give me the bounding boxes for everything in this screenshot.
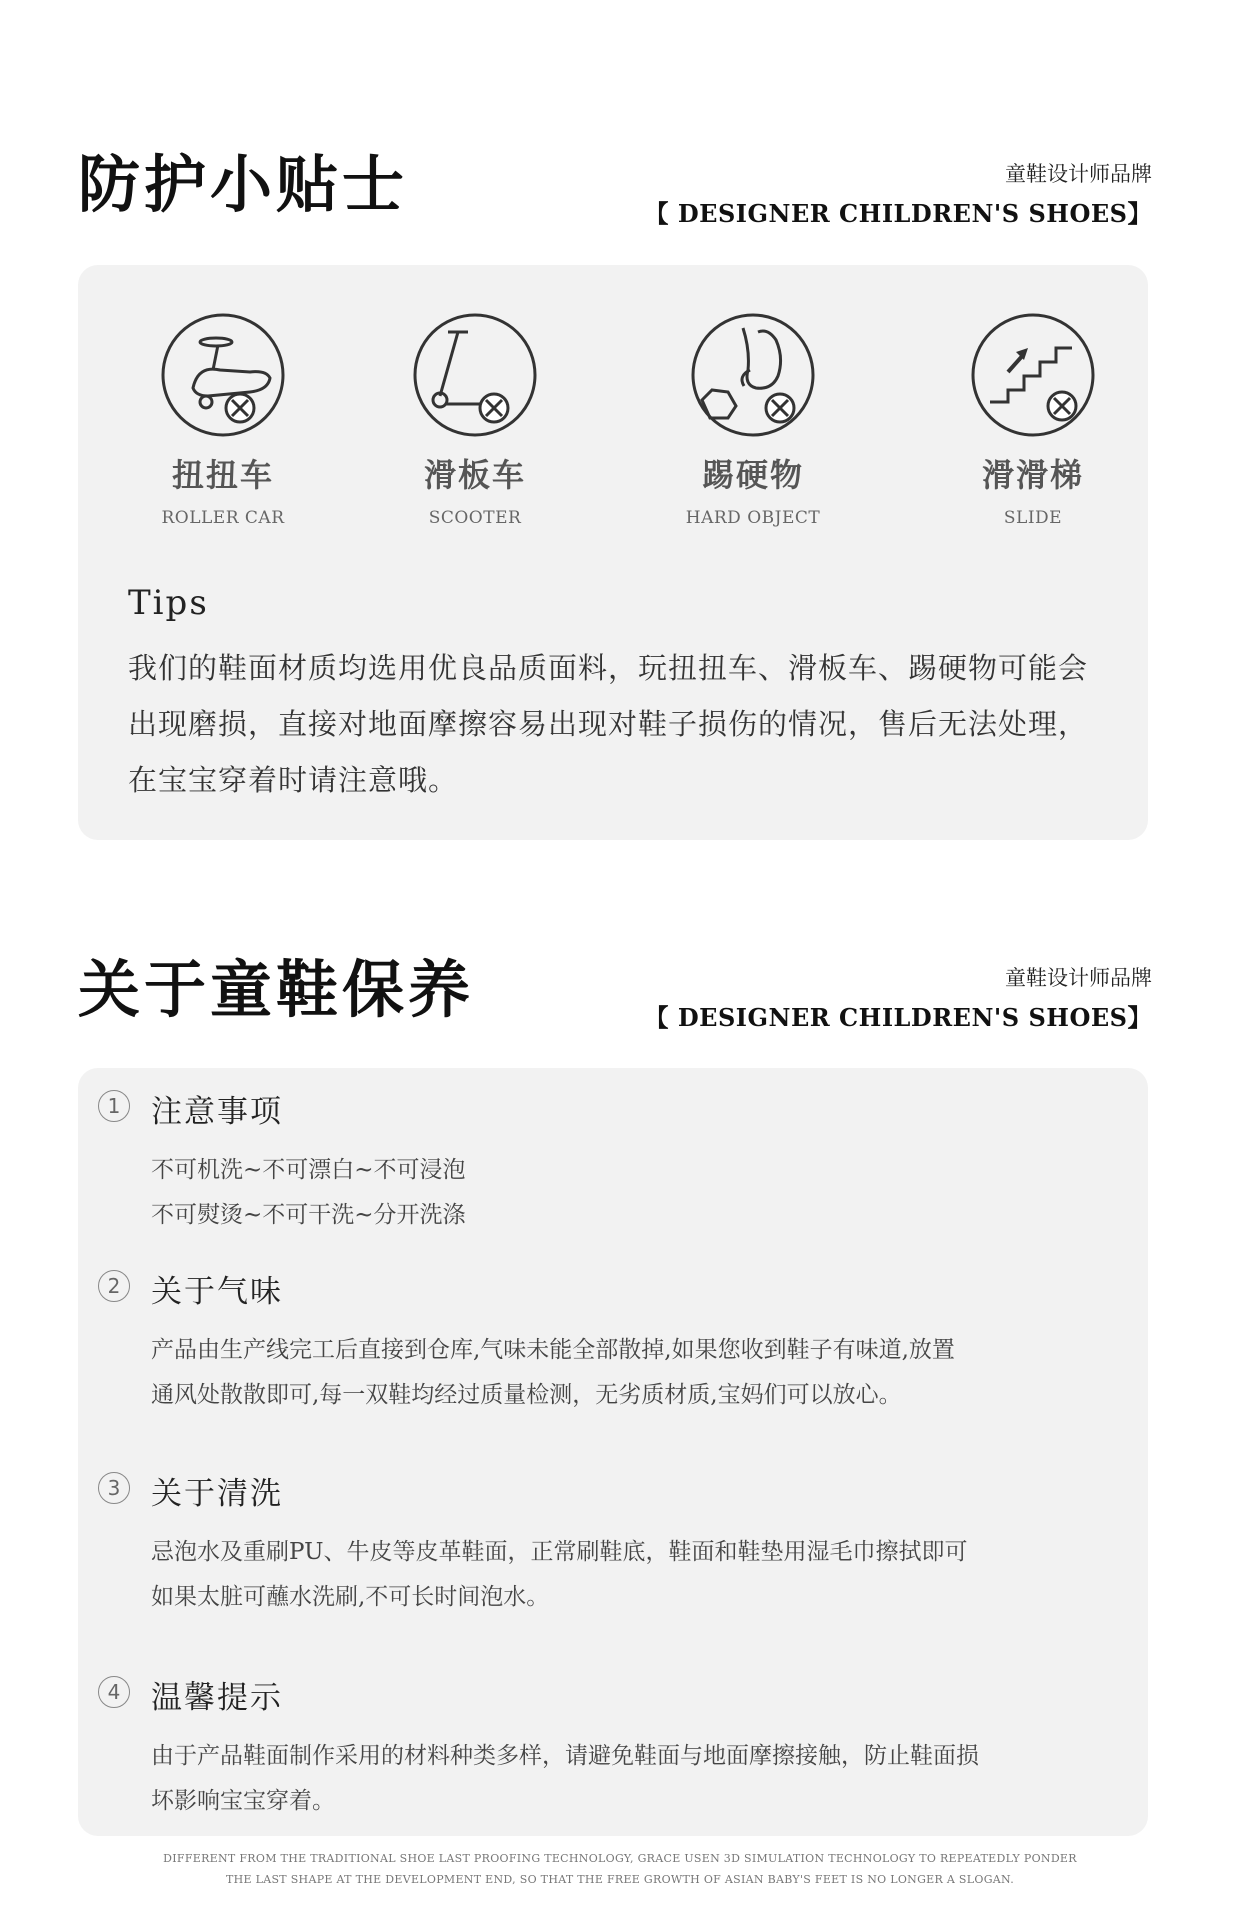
care-number: 1 (98, 1090, 130, 1122)
care-line: 通风处散散即可,每一双鞋均经过质量检测，无劣质材质,宝妈们可以放心。 (151, 1382, 902, 1408)
care-line: 产品由生产线完工后直接到仓库,气味未能全部散掉,如果您收到鞋子有味道,放置 (151, 1337, 955, 1363)
icon-label-en: SLIDE (1003, 508, 1063, 528)
scooter-icon (410, 310, 540, 440)
care-number: 3 (98, 1472, 130, 1504)
icon-item-roller-car (103, 310, 343, 528)
care-line: 不可熨烫~不可干洗~分开洗涤 (151, 1202, 466, 1228)
care-line: 忌泡水及重刷PU、牛皮等皮革鞋面，正常刷鞋底，鞋面和鞋垫用湿毛巾擦拭即可 (151, 1539, 968, 1565)
icon-label-cn: 扭扭车 (171, 456, 274, 494)
care-text (151, 1530, 1111, 1620)
tips-text: 我们的鞋面材质均选用优良品质面料，玩扭扭车、滑板车、踢硬物可能会出现磨损，直接对地面摩擦容易出现对鞋子损伤的情况，售后无法处理，在宝宝穿着时请注意哦。 (128, 651, 1089, 797)
care-line: 如果太脏可蘸水洗刷,不可长时间泡水。 (151, 1584, 550, 1610)
icon-label-en: ROLLER CAR (161, 508, 285, 528)
roller-car-icon (158, 310, 288, 440)
brand-en: 【 DESIGNER CHILDREN'S SHOES】 (644, 199, 1152, 228)
icon-item-hard-object (633, 310, 873, 528)
hard-object-icon (688, 310, 818, 440)
icon-item-slide (913, 310, 1153, 528)
brand-tag (645, 962, 1153, 1033)
icon-label-en: SCOOTER (428, 508, 522, 528)
care-text (151, 1148, 1111, 1238)
care-title: 温馨提示 (151, 1680, 283, 1716)
icon-label-cn: 滑滑梯 (981, 456, 1084, 494)
icon-label-cn: 滑板车 (423, 456, 526, 494)
care-line: 坏影响宝宝穿着。 (151, 1788, 335, 1814)
brand-cn: 童鞋设计师品牌 (1005, 162, 1152, 186)
icon-label-cn: 踢硬物 (701, 456, 804, 494)
icon-item-scooter (355, 310, 595, 528)
care-text (151, 1328, 1111, 1418)
footer-line: DIFFERENT FROM THE TRADITIONAL SHOE LAST PROOFING TECHNOLOGY, GRACE USEN 3D SIMULATION TECHNOLOGY TO REPEATEDLY PONDER (163, 1852, 1077, 1865)
section-title-protection: 防护小贴士 (78, 148, 409, 221)
footer-line: THE LAST SHAPE AT THE DEVELOPMENT END, SO THAT THE FREE GROWTH OF ASIAN BABY'S FEET IS NO LONGER A SLOGAN. (225, 1873, 1015, 1886)
care-text (151, 1734, 1111, 1824)
care-panel (78, 1068, 1148, 1836)
section-title-care: 关于童鞋保养 (78, 953, 475, 1026)
brand-en: 【 DESIGNER CHILDREN'S SHOES】 (644, 1003, 1152, 1032)
icon-label-en: HARD OBJECT (685, 508, 821, 528)
care-title: 注意事项 (151, 1094, 283, 1130)
care-line: 不可机洗~不可漂白~不可浸泡 (151, 1157, 466, 1183)
brand-tag (645, 158, 1153, 229)
slide-icon (968, 310, 1098, 440)
protection-panel (78, 265, 1148, 840)
care-line: 由于产品鞋面制作采用的材料种类多样，请避免鞋面与地面摩擦接触，防止鞋面损 (151, 1743, 979, 1769)
care-number: 2 (98, 1270, 130, 1302)
care-title: 关于清洗 (151, 1476, 283, 1512)
care-title: 关于气味 (151, 1274, 283, 1310)
tips-title: Tips (128, 583, 209, 623)
care-number: 4 (98, 1676, 130, 1708)
brand-cn: 童鞋设计师品牌 (1005, 966, 1152, 990)
